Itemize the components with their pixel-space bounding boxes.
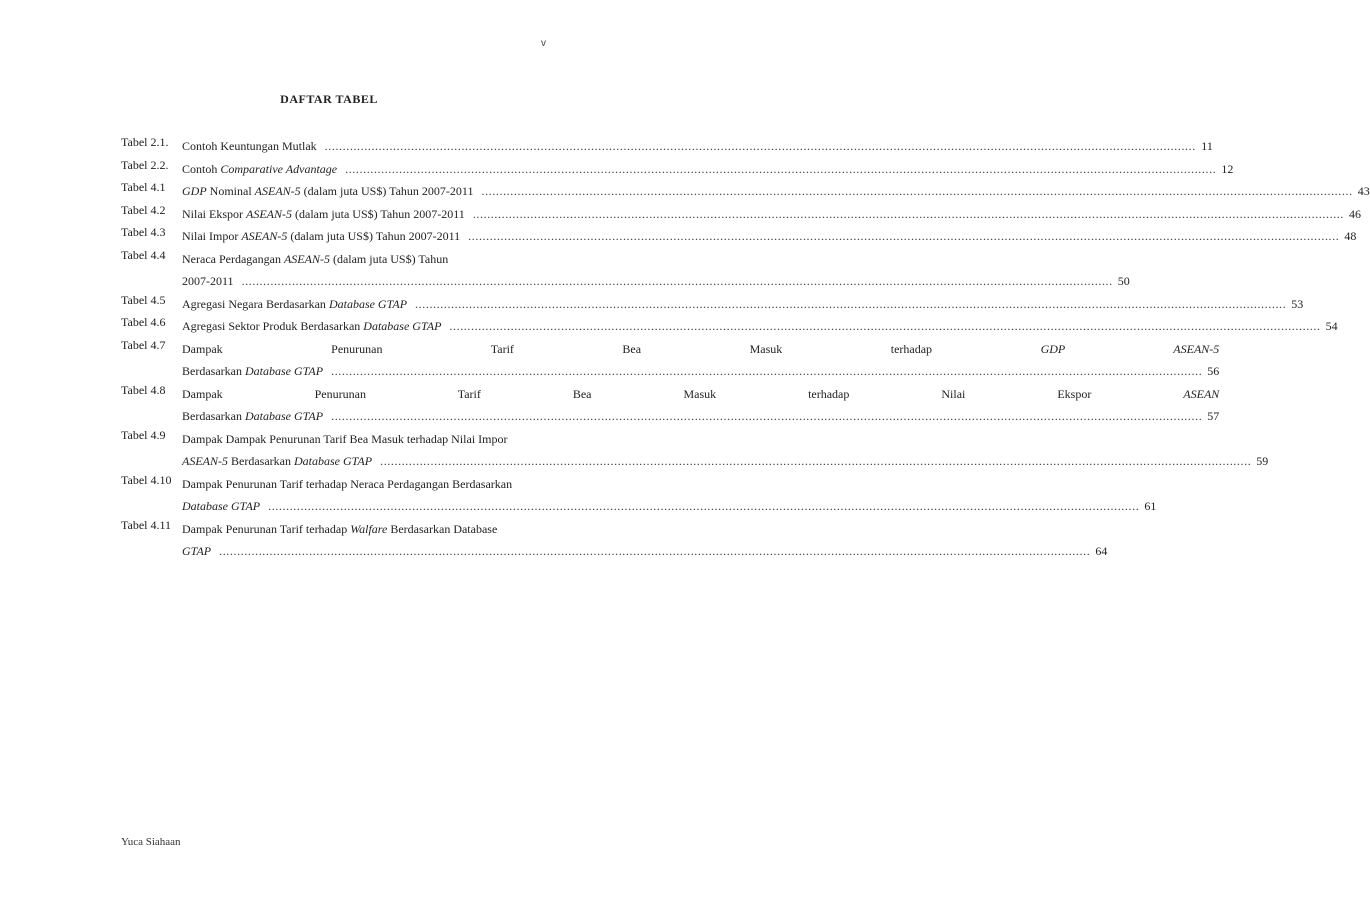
table-caption-continued: 2007-2011 [182, 274, 234, 288]
table-number: Tabel 4.9 [121, 427, 166, 442]
table-number: Tabel 4.6 [121, 315, 166, 329]
page-ref: 43 [1357, 184, 1370, 198]
table-caption: Contoh Comparative Advantage [182, 161, 338, 176]
table-number: Tabel 4.8 [121, 382, 166, 397]
list-item[interactable] [121, 517, 1108, 563]
table-number: Tabel 4.11 [121, 517, 172, 532]
list-item[interactable] [121, 292, 1304, 316]
page-title: DAFTAR TABEL [280, 92, 378, 106]
dot-leader [468, 225, 1339, 248]
table-caption: Nilai Ekspor ASEAN-5 (dalam juta US$) Tahun 2007-2011 [182, 206, 465, 221]
table-list [121, 135, 1370, 563]
table-caption: Agregasi Negara Berdasarkan Database GTAP [182, 296, 408, 311]
dot-leader [325, 135, 1196, 158]
dot-leader [380, 450, 1251, 473]
table-caption-continued: GTAP [182, 544, 212, 558]
page-ref: 50 [1117, 274, 1130, 288]
table-number: Tabel 2.2. [121, 157, 169, 172]
table-caption: Dampak Penurunan Tarif terhadap Neraca Perdagangan Berdasarkan [182, 476, 513, 491]
dot-leader [345, 158, 1216, 181]
table-caption-continued: Database GTAP [182, 499, 261, 513]
page-ref: 53 [1291, 296, 1304, 311]
page-ref: 46 [1349, 206, 1362, 221]
table-number: Tabel 4.4 [121, 247, 166, 262]
page-ref: 54 [1325, 319, 1338, 333]
list-item[interactable] [121, 202, 1362, 226]
list-item[interactable] [121, 157, 1234, 181]
table-caption: GDP Nominal ASEAN-5 (dalam juta US$) Tahun 2007-2011 [182, 184, 474, 198]
dot-leader [268, 495, 1139, 518]
table-number: Tabel 4.5 [121, 292, 166, 307]
table-number: Tabel 4.10 [121, 472, 172, 487]
table-caption-continued: ASEAN-5 Berdasarkan Database GTAP [182, 454, 373, 468]
dot-leader [415, 293, 1286, 316]
page-ref: 57 [1207, 409, 1220, 423]
page-ref: 64 [1095, 544, 1108, 558]
dot-leader [481, 180, 1352, 203]
table-number: Tabel 4.1 [121, 180, 166, 194]
page-ref: 61 [1144, 499, 1157, 513]
list-item[interactable] [121, 427, 1269, 473]
page-ref: 56 [1207, 364, 1220, 378]
list-item[interactable] [121, 180, 1370, 203]
page-ref: 48 [1344, 229, 1357, 243]
list-item[interactable] [121, 472, 1157, 518]
list-item[interactable] [121, 247, 1130, 293]
list-item[interactable] [121, 382, 1220, 428]
page-ref: 12 [1221, 161, 1234, 176]
table-caption: Contoh Keuntungan Mutlak [182, 139, 317, 153]
table-caption: Agregasi Sektor Produk Berdasarkan Database GTAP [182, 319, 442, 333]
table-caption: Dampak Dampak Penurunan Tarif Bea Masuk terhadap Nilai Impor [182, 431, 508, 446]
dot-leader [449, 315, 1320, 338]
list-item[interactable] [121, 337, 1220, 383]
list-item[interactable] [121, 135, 1213, 158]
page-ref: 59 [1256, 454, 1269, 468]
table-caption: Dampak Penurunan Tarif Bea Masuk terhadap GDP ASEAN-5 [182, 341, 1220, 356]
table-caption: Dampak Penurunan Tarif terhadap Walfare Berdasarkan Database [182, 521, 498, 536]
table-caption-continued: Berdasarkan Database GTAP [182, 409, 324, 423]
dot-leader [242, 270, 1113, 293]
list-item[interactable] [121, 225, 1357, 248]
table-number: Tabel 4.2 [121, 202, 166, 217]
table-number: Tabel 4.7 [121, 337, 166, 352]
dot-leader [331, 405, 1202, 428]
dot-leader [219, 540, 1090, 563]
table-caption: Nilai Impor ASEAN-5 (dalam juta US$) Tahun 2007-2011 [182, 229, 461, 243]
dot-leader [473, 203, 1344, 226]
table-caption: Neraca Perdagangan ASEAN-5 (dalam juta US$) Tahun [182, 251, 449, 266]
author-footer: Yuca Siahaan [121, 836, 181, 848]
page-ref: 11 [1201, 139, 1213, 153]
table-caption-continued: Berdasarkan Database GTAP [182, 364, 324, 378]
table-number: Tabel 2.1. [121, 135, 169, 149]
table-caption: Dampak Penurunan Tarif Bea Masuk terhadap Nilai Ekspor ASEAN [182, 386, 1220, 401]
list-item[interactable] [121, 315, 1338, 338]
table-number: Tabel 4.3 [121, 225, 166, 239]
page-number: v [541, 38, 546, 49]
dot-leader [331, 360, 1202, 383]
